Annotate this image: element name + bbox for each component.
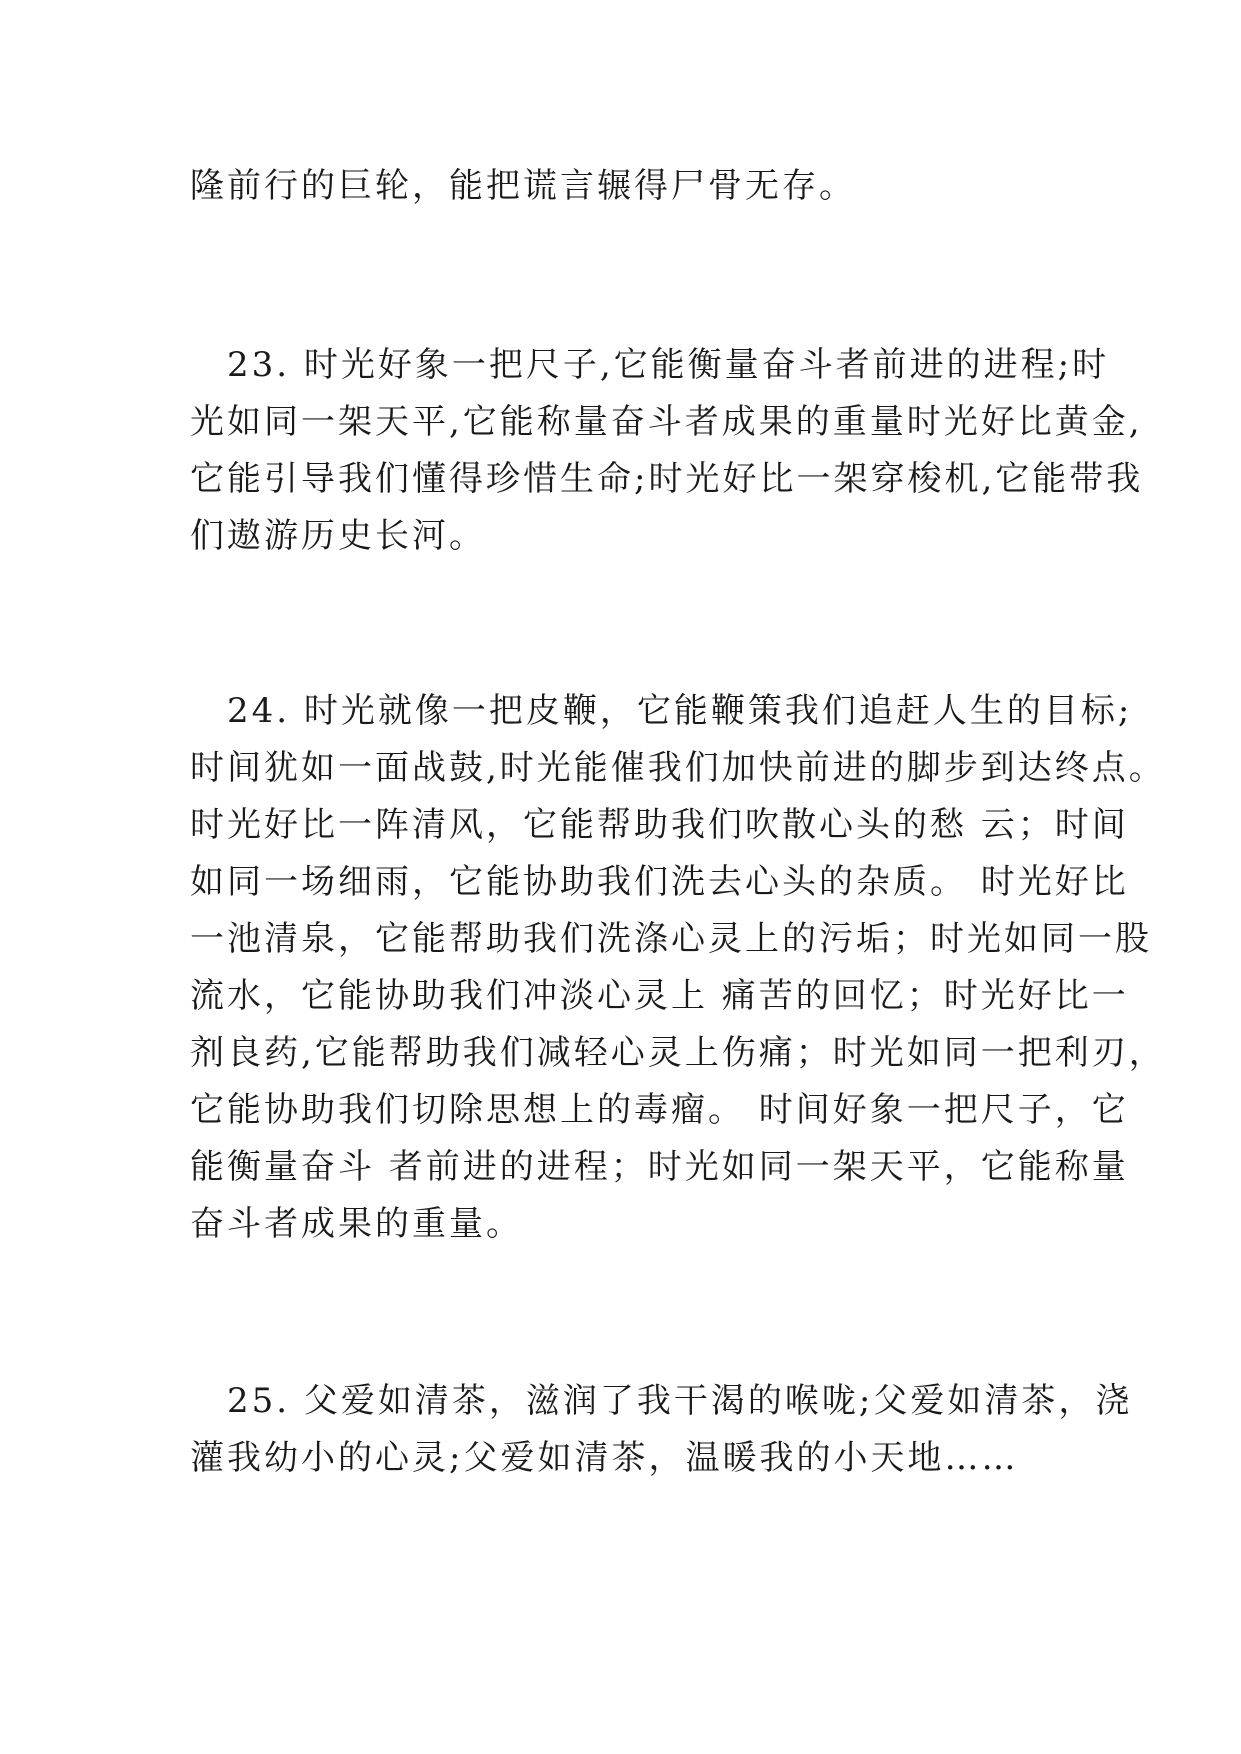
text-line: 剂良药,它能帮助我们减轻心灵上伤痛；时光如同一把利刃，: [190, 1033, 1166, 1073]
paragraph-23: [190, 337, 1144, 565]
paragraph-22-continuation: [190, 158, 1060, 215]
text-line: 23. 时光好象一把尺子,它能衡量奋斗者前进的进程;时: [190, 345, 1110, 385]
paragraph-24: [190, 683, 1166, 1253]
text-line: 它能协助我们切除思想上的毒瘤。 时间好象一把尺子，它: [190, 1090, 1129, 1130]
text-line: 奋斗者成果的重量。: [190, 1204, 523, 1244]
text-line: 隆前行的巨轮，能把谎言辗得尸骨无存。: [190, 166, 856, 206]
text-line: 如同一场细雨，它能协助我们洗去心头的杂质。 时光好比: [190, 862, 1129, 902]
text-line: 光如同一架天平,它能称量奋斗者成果的重量时光好比黄金,: [190, 402, 1143, 442]
text-line: 流水，它能协助我们冲淡心灵上 痛苦的回忆；时光好比一: [190, 976, 1129, 1016]
text-line: 们遨游历史长河。: [190, 516, 486, 556]
text-line: 24. 时光就像一把皮鞭，它能鞭策我们追赶人生的目标;: [190, 691, 1133, 731]
text-line: 能衡量奋斗 者前进的进程；时光如同一架天平，它能称量: [190, 1147, 1129, 1187]
text-line: 一池清泉，它能帮助我们洗涤心灵上的污垢；时光如同一股: [190, 919, 1152, 959]
text-line: 时光好比一阵清风，它能帮助我们吹散心头的愁 云；时间: [190, 805, 1129, 845]
text-line: 它能引导我们懂得珍惜生命;时光好比一架穿梭机,它能带我: [190, 459, 1144, 499]
text-line: 灌我幼小的心灵;父爱如清茶，温暖我的小天地……: [190, 1438, 1019, 1478]
text-line: 时间犹如一面战鼓,时光能催我们加快前进的脚步到达终点。: [190, 748, 1166, 788]
paragraph-25: [190, 1373, 1133, 1487]
text-line: 25. 父爱如清茶，滋润了我干渴的喉咙;父爱如清茶，浇: [190, 1381, 1133, 1421]
